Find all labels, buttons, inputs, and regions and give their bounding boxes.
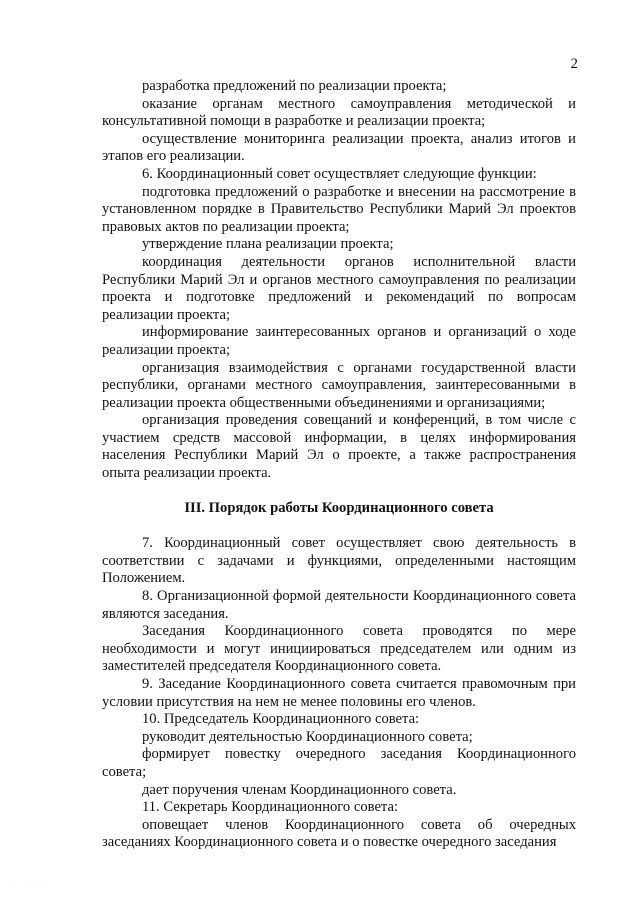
paragraph: 6. Координационный совет осуществляет следующие функции: (142, 165, 537, 182)
paragraph: дает поручения членам Координационного совета. (142, 781, 457, 798)
paragraph: осуществление мониторинга реализации проекта, анализ итогов и этапов его реализации. (102, 130, 576, 165)
scan-artifact: · · · · (14, 884, 48, 890)
paragraph: организация проведения совещаний и конференций, в том числе с участием средств массовой информации, в целях информирования населения Республики Марий Эл о проекте, а также распространения опыта реализации проекта. (102, 412, 576, 482)
paragraph: организация взаимодействия с органами государственной власти республики, органами местного самоуправления, заинтересованными в реализации проекта общественными объединениями и организациями; (102, 359, 576, 411)
paragraph: 11. Секретарь Координационного совета: (142, 799, 399, 816)
paragraph: Заседания Координационного совета проводятся по мере необходимости и могут инициироваться председателем или одним из заместителей председателя Координационного совета. (102, 623, 576, 675)
paragraph: 9. Заседание Координационного совета считается правомочным при условии присутствия на нем не менее половины его членов. (102, 676, 576, 710)
paragraph: утверждение плана реализации проекта; (142, 236, 394, 253)
paragraph: руководит деятельностью Координационного совета; (142, 728, 473, 745)
document-body (102, 78, 576, 852)
paragraph: оповещает членов Координационного совета об очередных заседаниях Координационного совета и о повестке очередного заседания (102, 816, 576, 851)
paragraph: оказание органам местного самоуправления методической и консультативной помощи в разработке и реализации проекта; (102, 95, 576, 130)
paragraph: разработка предложений по реализации проекта; (142, 78, 447, 94)
paragraph: информирование заинтересованных органов и организаций о ходе реализации проекта; (102, 324, 576, 358)
paragraph: 8. Организационной формой деятельности Координационного совета являются заседания. (102, 588, 576, 622)
section-heading: III. Порядок работы Координационного совета (184, 499, 494, 516)
paragraph: координация деятельности органов исполнительной власти Республики Марий Эл и органов местного самоуправления по реализации проекта и подготовке предложений и рекомендаций по вопросам реализации проекта; (102, 253, 576, 323)
paragraph: формирует повестку очередного заседания Координационного совета; (102, 746, 576, 780)
page-number: 2 (570, 56, 578, 72)
paragraph: подготовка предложений о разработке и внесении на рассмотрение в установленном порядке в Правительство Республики Марий Эл проектов правовых актов по реализации проекта; (102, 183, 576, 235)
paragraph: 10. Председатель Координационного совета: (142, 711, 420, 728)
paragraph: 7. Координационный совет осуществляет свою деятельность в соответствии с задачами и функциями, определенными настоящим Положением. (102, 535, 576, 587)
